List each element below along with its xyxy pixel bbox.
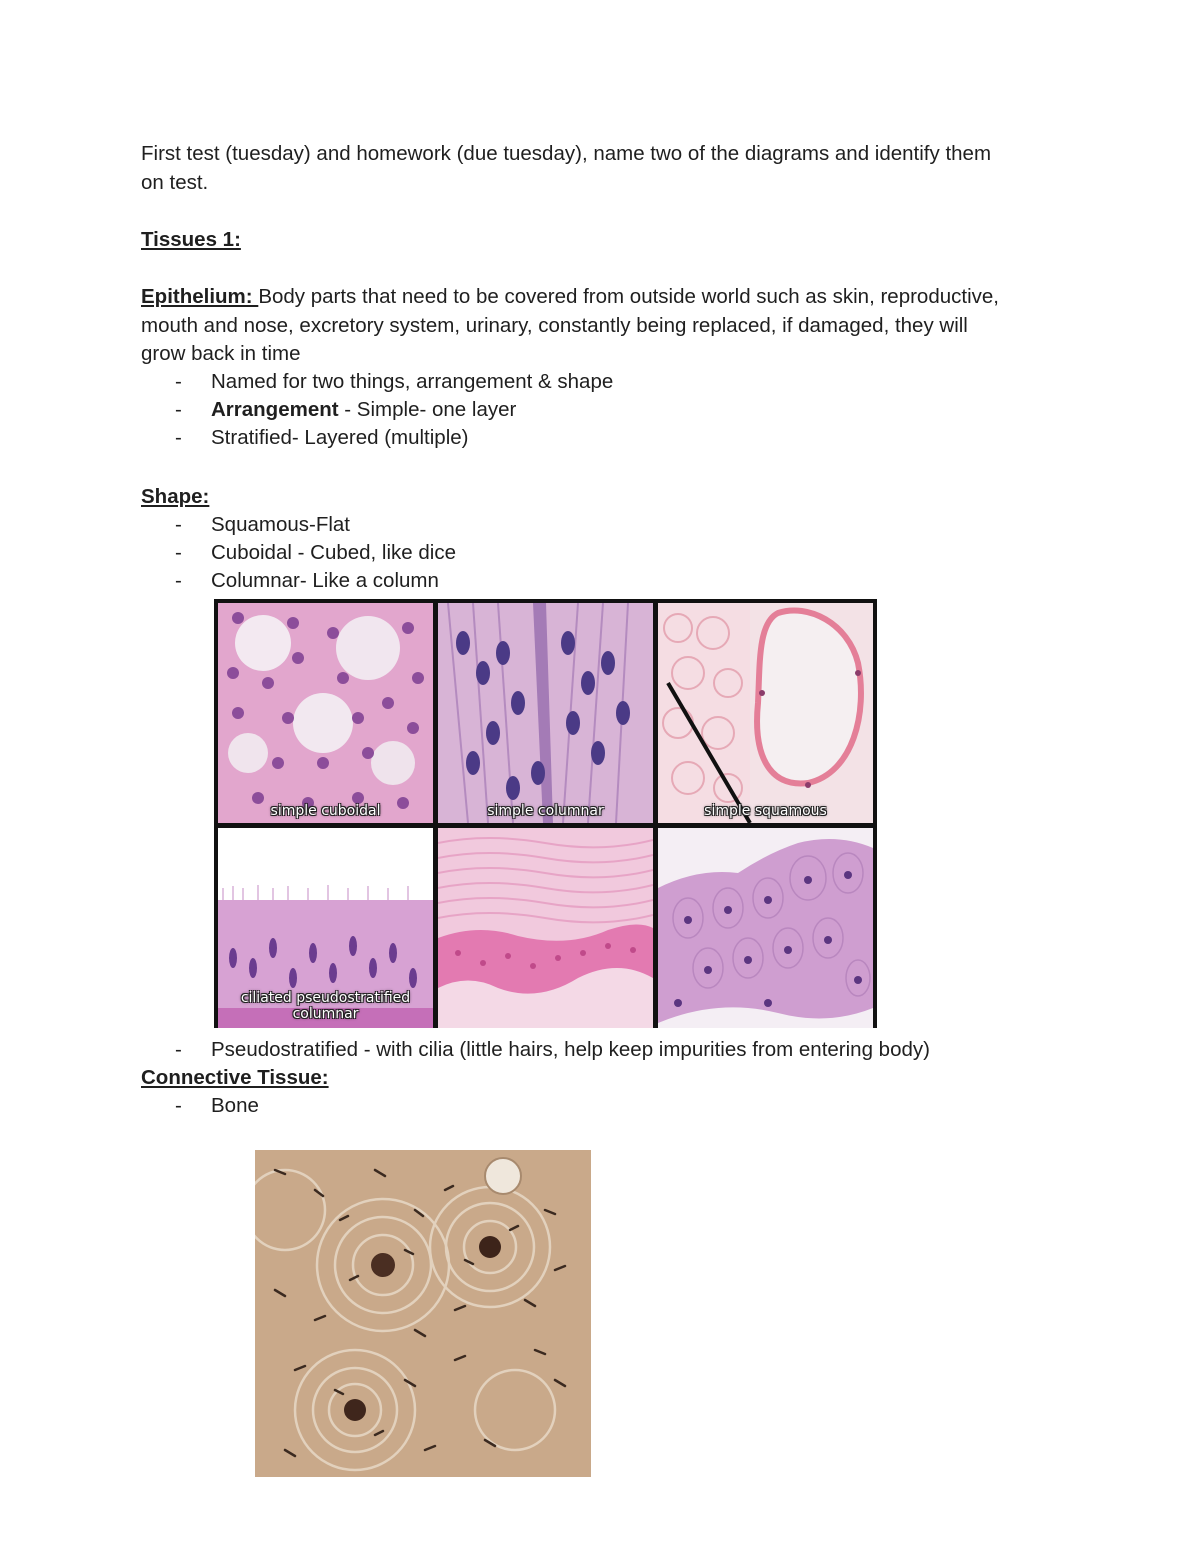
- intro-line-2: on test.: [141, 171, 209, 194]
- arrangement-rest: - Simple- one layer: [338, 398, 517, 421]
- caption-simple-columnar: simple columnar: [487, 803, 604, 819]
- stratified-squamous-image: [438, 828, 653, 1028]
- bullet-text: Columnar- Like a column: [211, 569, 439, 592]
- arrangement-bold: Arrangement: [211, 398, 339, 421]
- intro-line-1: First test (tuesday) and homework (due tuesday), name two of the diagrams and identify them: [141, 142, 992, 165]
- caption-simple-cuboidal: simple cuboidal: [270, 803, 381, 819]
- shape-heading: Shape:: [141, 485, 210, 508]
- epithelium-label: Epithelium:: [141, 285, 259, 308]
- simple-columnar-image: [438, 603, 653, 823]
- bullet-text: Bone: [211, 1094, 259, 1117]
- bullet-text: Cuboidal - Cubed, like dice: [211, 541, 456, 564]
- bullet-dash: -: [175, 426, 182, 449]
- bullet-dash: -: [175, 398, 182, 421]
- connective-tissue-heading: Connective Tissue:: [141, 1066, 329, 1089]
- bullet-text: Pseudostratified - with cilia (little hairs, help keep impurities from entering body): [211, 1038, 930, 1061]
- bullet-dash: -: [175, 1094, 182, 1117]
- bullet-text: Stratified- Layered (multiple): [211, 426, 469, 449]
- caption-pseudostratified: [218, 990, 433, 1022]
- epithelium-histology-figure: [214, 599, 877, 1028]
- epithelium-text-1: Body parts that need to be covered from outside world such as skin, reproductive,: [258, 285, 999, 308]
- bullet-dash: -: [175, 1038, 182, 1061]
- caption-simple-squamous: simple squamous: [704, 803, 827, 819]
- bullet-dash: -: [175, 513, 182, 536]
- transitional-epithelium-image: [658, 828, 873, 1028]
- tissues-heading: Tissues 1:: [141, 228, 241, 251]
- pseudostratified-columnar-image: [218, 828, 433, 1028]
- caption-pseudostratified-line-2: columnar: [292, 1006, 359, 1022]
- caption-pseudostratified-line-1: ciliated pseudostratified: [240, 990, 411, 1006]
- epithelium-line-3: grow back in time: [141, 342, 301, 365]
- epithelium-line-1: [141, 283, 999, 312]
- bullet-text: Squamous-Flat: [211, 513, 351, 536]
- simple-squamous-image: [658, 603, 873, 823]
- bullet-text: Named for two things, arrangement & shape: [211, 370, 614, 393]
- bone-histology-image: [255, 1150, 591, 1477]
- bullet-dash: -: [175, 541, 182, 564]
- epithelium-line-2: mouth and nose, excretory system, urinary, constantly being replaced, if damaged, they will: [141, 314, 968, 337]
- simple-cuboidal-image: [218, 603, 433, 823]
- bullet-dash: -: [175, 370, 182, 393]
- bullet-text: [211, 396, 516, 424]
- bullet-dash: -: [175, 569, 182, 592]
